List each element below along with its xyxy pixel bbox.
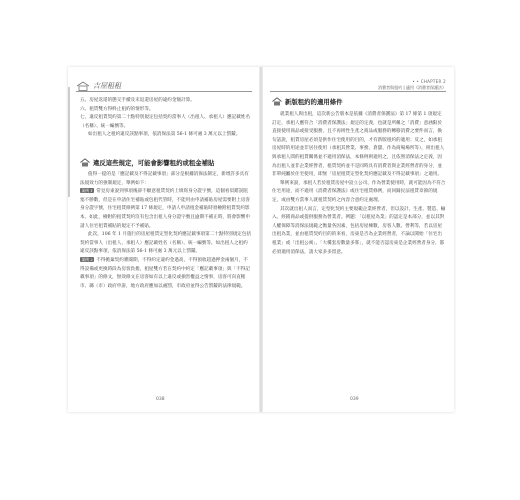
paragraph: 就業租人與出租，這次新公告版本是依據《消費者保護法》第 17 條第 1 項規定訂定，承租人應符合「消費者保護法」規定的定義，也就是所稱之「消費」意涵限於直接使用商品或接受服務，且不再則性生產之商品或服務的轉移消費之要件而言，換句話說，租賃房屋必須是供作住宅使用的目的，才有新版租約的適用；反之，如承租房屋時的用途並非居住使用（承租其營業、事務、倉儲、作為商場場所等），則出租人與承租人間的租賃關係並不適用消保法，本條例則適用之，且依照消保法之定義，因為出租人並非企業經營者，租賃契約並不是同時具有消費者與企業經營者的身分，並非單純屬於住宅使用，即無「房屋租賃定型化契約應記載及不得記載事項」之適用。 — [272, 112, 445, 178]
section-title: 違反這些規定，可能會影響租約或租金補貼 — [93, 159, 215, 167]
paragraph: 此次，106 年 1 月施行的房屋租賃定型化契約應記載事項第二十點特別規定包括契約當事人（出租人、承租人）應記載姓名（名稱）、統一編號等。如出租人之租約違反該點事項，依消保法第 56-1 條可處 3 萬元以上罰鍰。 — [80, 232, 252, 255]
house-icon — [76, 81, 90, 91]
list-item: 七、違反租賃契約第二十點特別規定包括契約當事人（出租人、承租人）應記載姓名（名稱）、統一編號等。 — [80, 115, 250, 129]
right-header — [378, 79, 446, 91]
page-number: 038 — [156, 397, 165, 402]
paragraph: 常見房東說到事項後卻不願意租賃契約上填寫身分證字號，這個看似錯誤阻塞不勝數，但是在申請住宅補貼或包租代管時，不能用由申請補貼房屋需要附上房客身分證字號，住宅租賃條例第 17 條規定，申請人申請租金補貼時須檢附租賃契約影本，如此，檢附的租賃契約沒有包含出租人身分證字號且逾期不補正時，將會影響申請人住宅租賃補貼的規定不予補貼。 — [80, 189, 250, 229]
case-badge: 案例 2 — [81, 256, 93, 262]
case-badge: 案例 1 — [81, 188, 93, 194]
body-text — [272, 111, 446, 257]
paragraph: 值得一提的是「應記載及不得記載事項」部分是根據消保法制定，新增許多具有法規效力的強制規定，舉例如下： — [80, 172, 249, 186]
left-header — [76, 81, 121, 91]
section-title: 新版租約的適用條件 — [285, 98, 343, 106]
list-item: 六、租賃雙方得終止租約的情形等。 — [80, 106, 154, 112]
chapter-label: • • CHAPTER 2 — [412, 79, 446, 84]
section-heading — [80, 158, 214, 167]
paragraph: 不得拋棄契約審閱期，不得約定違約金過高，不得預收超過押金兩個月，不得設備或更換時段為房客負擔，租屋雙方若在契約中約定「應記載事項」與「不得記載事項」的條文，無效條文在房客如有以上違反或損害權益之情事，房客可向直轄市、縣（市）政府申訴，地方政府應加以處罰，市政府並得公告罰鍰的法律規範。 — [80, 257, 250, 289]
brand-logo-text: 吉屋租租 — [93, 82, 121, 90]
paragraph: 其次就出租人而言，定型化契約主要規範企業經營者，但以設計、生產、製造、輸入、經銷商品或提供服務為營業者。例題：「以租屋為業」的認定是本部分，並以其對人權保障等消保法規範之衡量各因素，包括房屋棟數、房客人數、營利等，若以房屋出租為業，並由租賃契約目的的來看，房東是否為企業經營者，不論以開始「住宅出租業」或「出租公寓」、「大樓套房數量多寡」，就不能否認房東是企業經營者身分，都必須適用消保法，請大家多多留意。 — [272, 206, 446, 255]
section-house-icon — [80, 158, 90, 167]
list-block — [80, 97, 252, 140]
section-heading — [272, 97, 343, 106]
paragraph-with-badge — [80, 257, 252, 291]
paragraph: 舉例來說，承租人若於租賃房屋中設立公司、作為營業使用時，就可能因為不符合住宅用途，而不適用《消費者保護法》或住宅租賃條例，而回歸民法租賃章節的規定，或由雙方當事人就租賃契約之內容合意約定處理。 — [272, 180, 446, 203]
list-item: 五、房屋返還的態交手續及未返還房屋的違約金額計算。 — [80, 98, 195, 103]
body-text — [80, 171, 252, 291]
header-rule — [76, 91, 252, 92]
list-tail: 如出租人之租約違反該點事項，依消保法第 56-1 條可處 3 萬元以上罰鍰。 — [88, 132, 241, 138]
left-page — [68, 67, 260, 412]
section-house-icon — [272, 97, 282, 106]
page-number: 039 — [350, 397, 359, 402]
paragraph-with-badge — [80, 188, 252, 231]
running-head: 消費者與租約 | 適用《消費者保護法》 — [378, 85, 446, 90]
book-spread — [68, 67, 454, 412]
right-page — [262, 67, 454, 412]
header-rule — [270, 91, 446, 92]
